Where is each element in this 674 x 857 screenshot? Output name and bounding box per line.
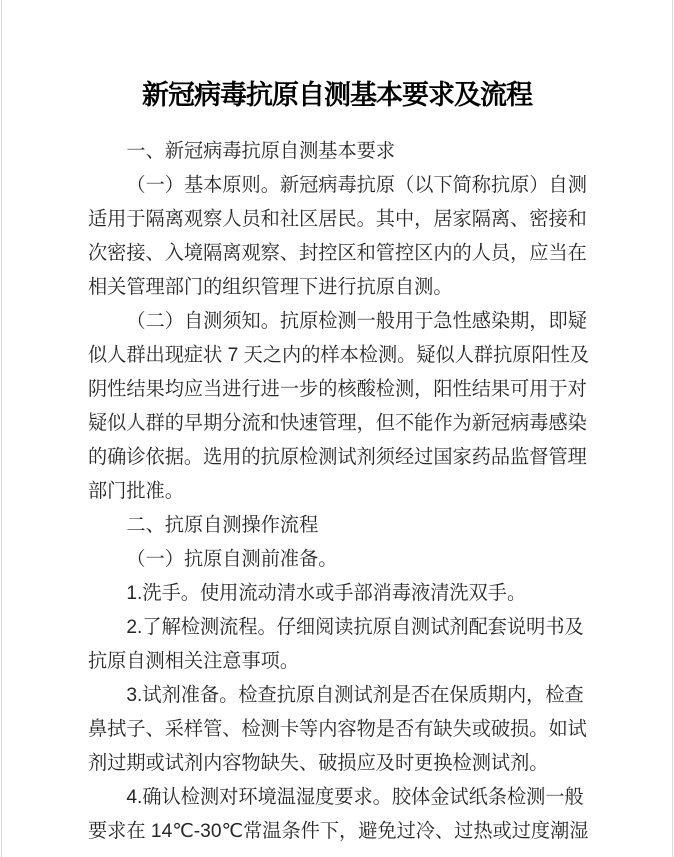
document-body xyxy=(0,135,590,849)
text-line: （一）基本原则。新冠病毒抗原（以下简称抗原）自测 xyxy=(126,175,587,196)
text-line: 一、新冠病毒抗原自测基本要求 xyxy=(126,141,396,162)
text-line: 4.确认检测对环境温湿度要求。胶体金试纸条检测一般 xyxy=(126,787,584,808)
text-line: 似人群出现症状 7 天之内的样本检测。疑似人群抗原阳性及 xyxy=(88,345,590,366)
page-edge-right xyxy=(672,0,673,857)
text-line: 2.了解检测流程。仔细阅读抗原自测试剂配套说明书及 xyxy=(126,617,584,638)
text-line: 次密接、入境隔离观察、封控区和管控区内的人员，应当在 xyxy=(88,243,587,264)
text-line: 3.试剂准备。检查抗原自测试剂是否在保质期内，检查 xyxy=(126,685,584,706)
text-line: 剂过期或试剂内容物缺失、破损应及时更换检测试剂。 xyxy=(88,753,549,774)
text-line: 1.洗手。使用流动清水或手部消毒液清洗双手。 xyxy=(126,583,527,604)
text-line: （二）自测须知。抗原检测一般用于急性感染期，即疑 xyxy=(126,311,587,332)
text-line: 抗原自测相关注意事项。 xyxy=(88,651,300,672)
text-line: 的确诊依据。选用的抗原检测试剂须经过国家药品监督管理 xyxy=(88,447,587,468)
text-line: （一）抗原自测前准备。 xyxy=(126,549,338,570)
document-title: 新冠病毒抗原自测基本要求及流程 xyxy=(142,80,532,110)
text-line: 疑似人群的早期分流和快速管理，但不能作为新冠病毒感染 xyxy=(88,413,587,434)
text-line: 二、抗原自测操作流程 xyxy=(126,515,319,536)
text-line: 鼻拭子、采样管、检测卡等内容物是否有缺失或破损。如试 xyxy=(88,719,587,740)
text-line: 相关管理部门的组织管理下进行抗原自测。 xyxy=(88,277,453,298)
text-line: 阴性结果均应当进行进一步的核酸检测，阳性结果可用于对 xyxy=(88,379,587,400)
page-edge-left xyxy=(1,0,2,857)
text-line: 适用于隔离观察人员和社区居民。其中，居家隔离、密接和 xyxy=(88,209,587,230)
text-line: 部门批准。 xyxy=(88,481,184,502)
text-line: 要求在 14℃-30℃常温条件下，避免过冷、过热或过度潮湿 xyxy=(88,821,589,842)
